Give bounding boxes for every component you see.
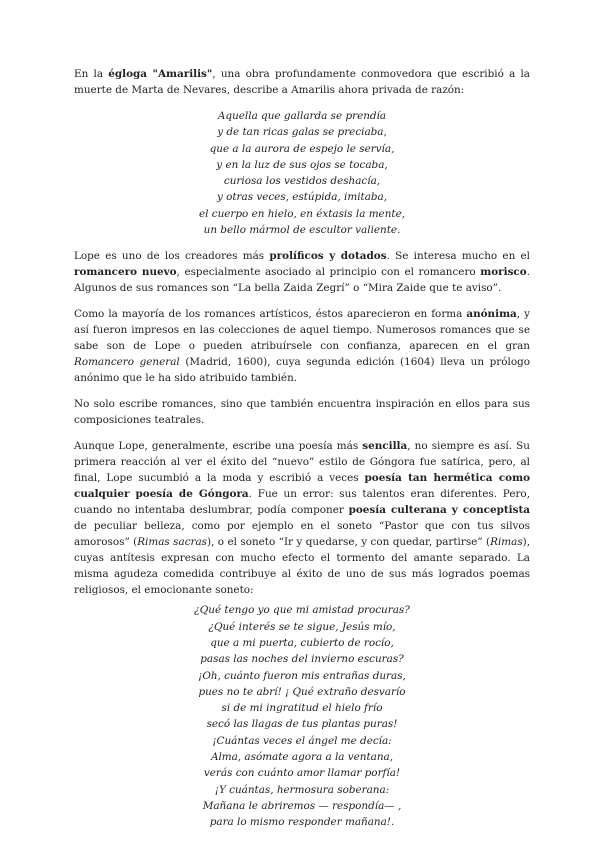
poem-line: el cuerpo en hielo, en éxtasis la mente,	[198, 207, 406, 220]
poem-line: que a la aurora de espejo le servía,	[209, 142, 395, 155]
poem-line: Alma, asómate agora a la ventana,	[210, 751, 394, 764]
poem-line: ¡Y cuántas, hermosura soberana:	[214, 783, 390, 796]
poem-line: ¿Qué interés se te sigue, Jesús mío,	[208, 620, 396, 633]
paragraph-romancero: Lope es uno de los creadores más prolíficos y dotados. Se interesa mucho en el romancero nuevo, especialmente asociado al principio con el romancero morisco. Algunos de sus romances son “La bella Zaida Zegrí” o “Mira Zaide que te aviso”.	[74, 250, 530, 295]
poem-line: que a mi puerta, cubierto de rocío,	[210, 636, 394, 649]
poem-line: secó las llagas de tus plantas puras!	[206, 718, 398, 731]
poem-line: y de tan ricas galas se preciaba,	[217, 126, 387, 139]
poem-line: ¿Qué tengo yo que mi amistad procuras?	[194, 604, 410, 617]
paragraph-anonima: Como la mayoría de los romances artísticos, éstos aparecieron en forma anónima, y así fueron impresos en las colecciones de aquel tiempo. Numerosos romances que se sabe son de Lope o pueden atribuírsele con confianza, aparecen en el gran Romancero general (Madrid, 1600), cuya segunda edición (1604) lleva un prólogo anónimo que le ha sido atribuido también.	[74, 308, 530, 385]
poem-amarilis	[74, 98, 530, 248]
poem-line: un bello mármol de escultor valiente.	[203, 224, 401, 237]
poem-line: y otras veces, estúpida, imitaba,	[216, 191, 388, 204]
poem-line: y en la luz de sus ojos se tocaba,	[216, 158, 388, 171]
poem-soneto	[74, 598, 530, 830]
poem-line: Aquella que gallarda se prendía	[217, 110, 387, 122]
document-page	[74, 66, 530, 831]
poem-line: ¡Cuántas veces el ángel me decía:	[212, 734, 392, 747]
poem-line: si de mi ingratitud el hielo frío	[221, 702, 383, 715]
bold-term: égloga "Amarilis"	[108, 68, 213, 80]
poem-line: curiosa los vestidos deshacía,	[223, 175, 381, 188]
poem-line: ¡Oh, cuánto fueron mis entrañas duras,	[198, 669, 406, 682]
poem-line: pues no te abrí! ¡ Qué extraño desvarío	[198, 685, 406, 698]
poem-line: verás con cuánto amor llamar porfía!	[203, 767, 401, 780]
paragraph-intro: En la égloga "Amarilis", una obra profundamente conmovedora que escribió a la muerte de Marta de Nevares, describe a Amarilis ahora privada de razón:	[74, 68, 531, 96]
paragraph-gongora: Aunque Lope, generalmente, escribe una poesía más sencilla, no siempre es así. Su primera reacción al ver el éxito del “nuevo” estilo de Góngora fue satírica, pero, al final, Lope sucumbió a la moda y escribió a veces poesía tan hermética como cualquier poesía de Góngora. Fue un error: sus talentos eran diferentes. Pero, cuando no intentaba deslumbrar, podía componer poesía culterana y conceptista de peculiar belleza, como por ejemplo en el soneto “Pastor que con tus silvos amorosos” (Rimas sacras), o el soneto “Ir y quedarse, y con quedar, partirse” (Rimas), cuyas antítesis expresan con mucho efecto el tormento del amante separado. La misma agudeza comedida contribuye al éxito de uno de sus más logrados poemas religiosos, el emocionante soneto:	[74, 440, 531, 597]
poem-line: Mañana le abriremos — respondía— ,	[202, 799, 402, 812]
poem-line: pasas las noches del invierno escuras?	[200, 653, 404, 666]
poem-line: para lo mismo responder mañana!.	[209, 816, 395, 829]
paragraph-teatro: No solo escribe romances, sino que también encuentra inspiración en ellos para sus composiciones teatrales.	[74, 398, 530, 427]
